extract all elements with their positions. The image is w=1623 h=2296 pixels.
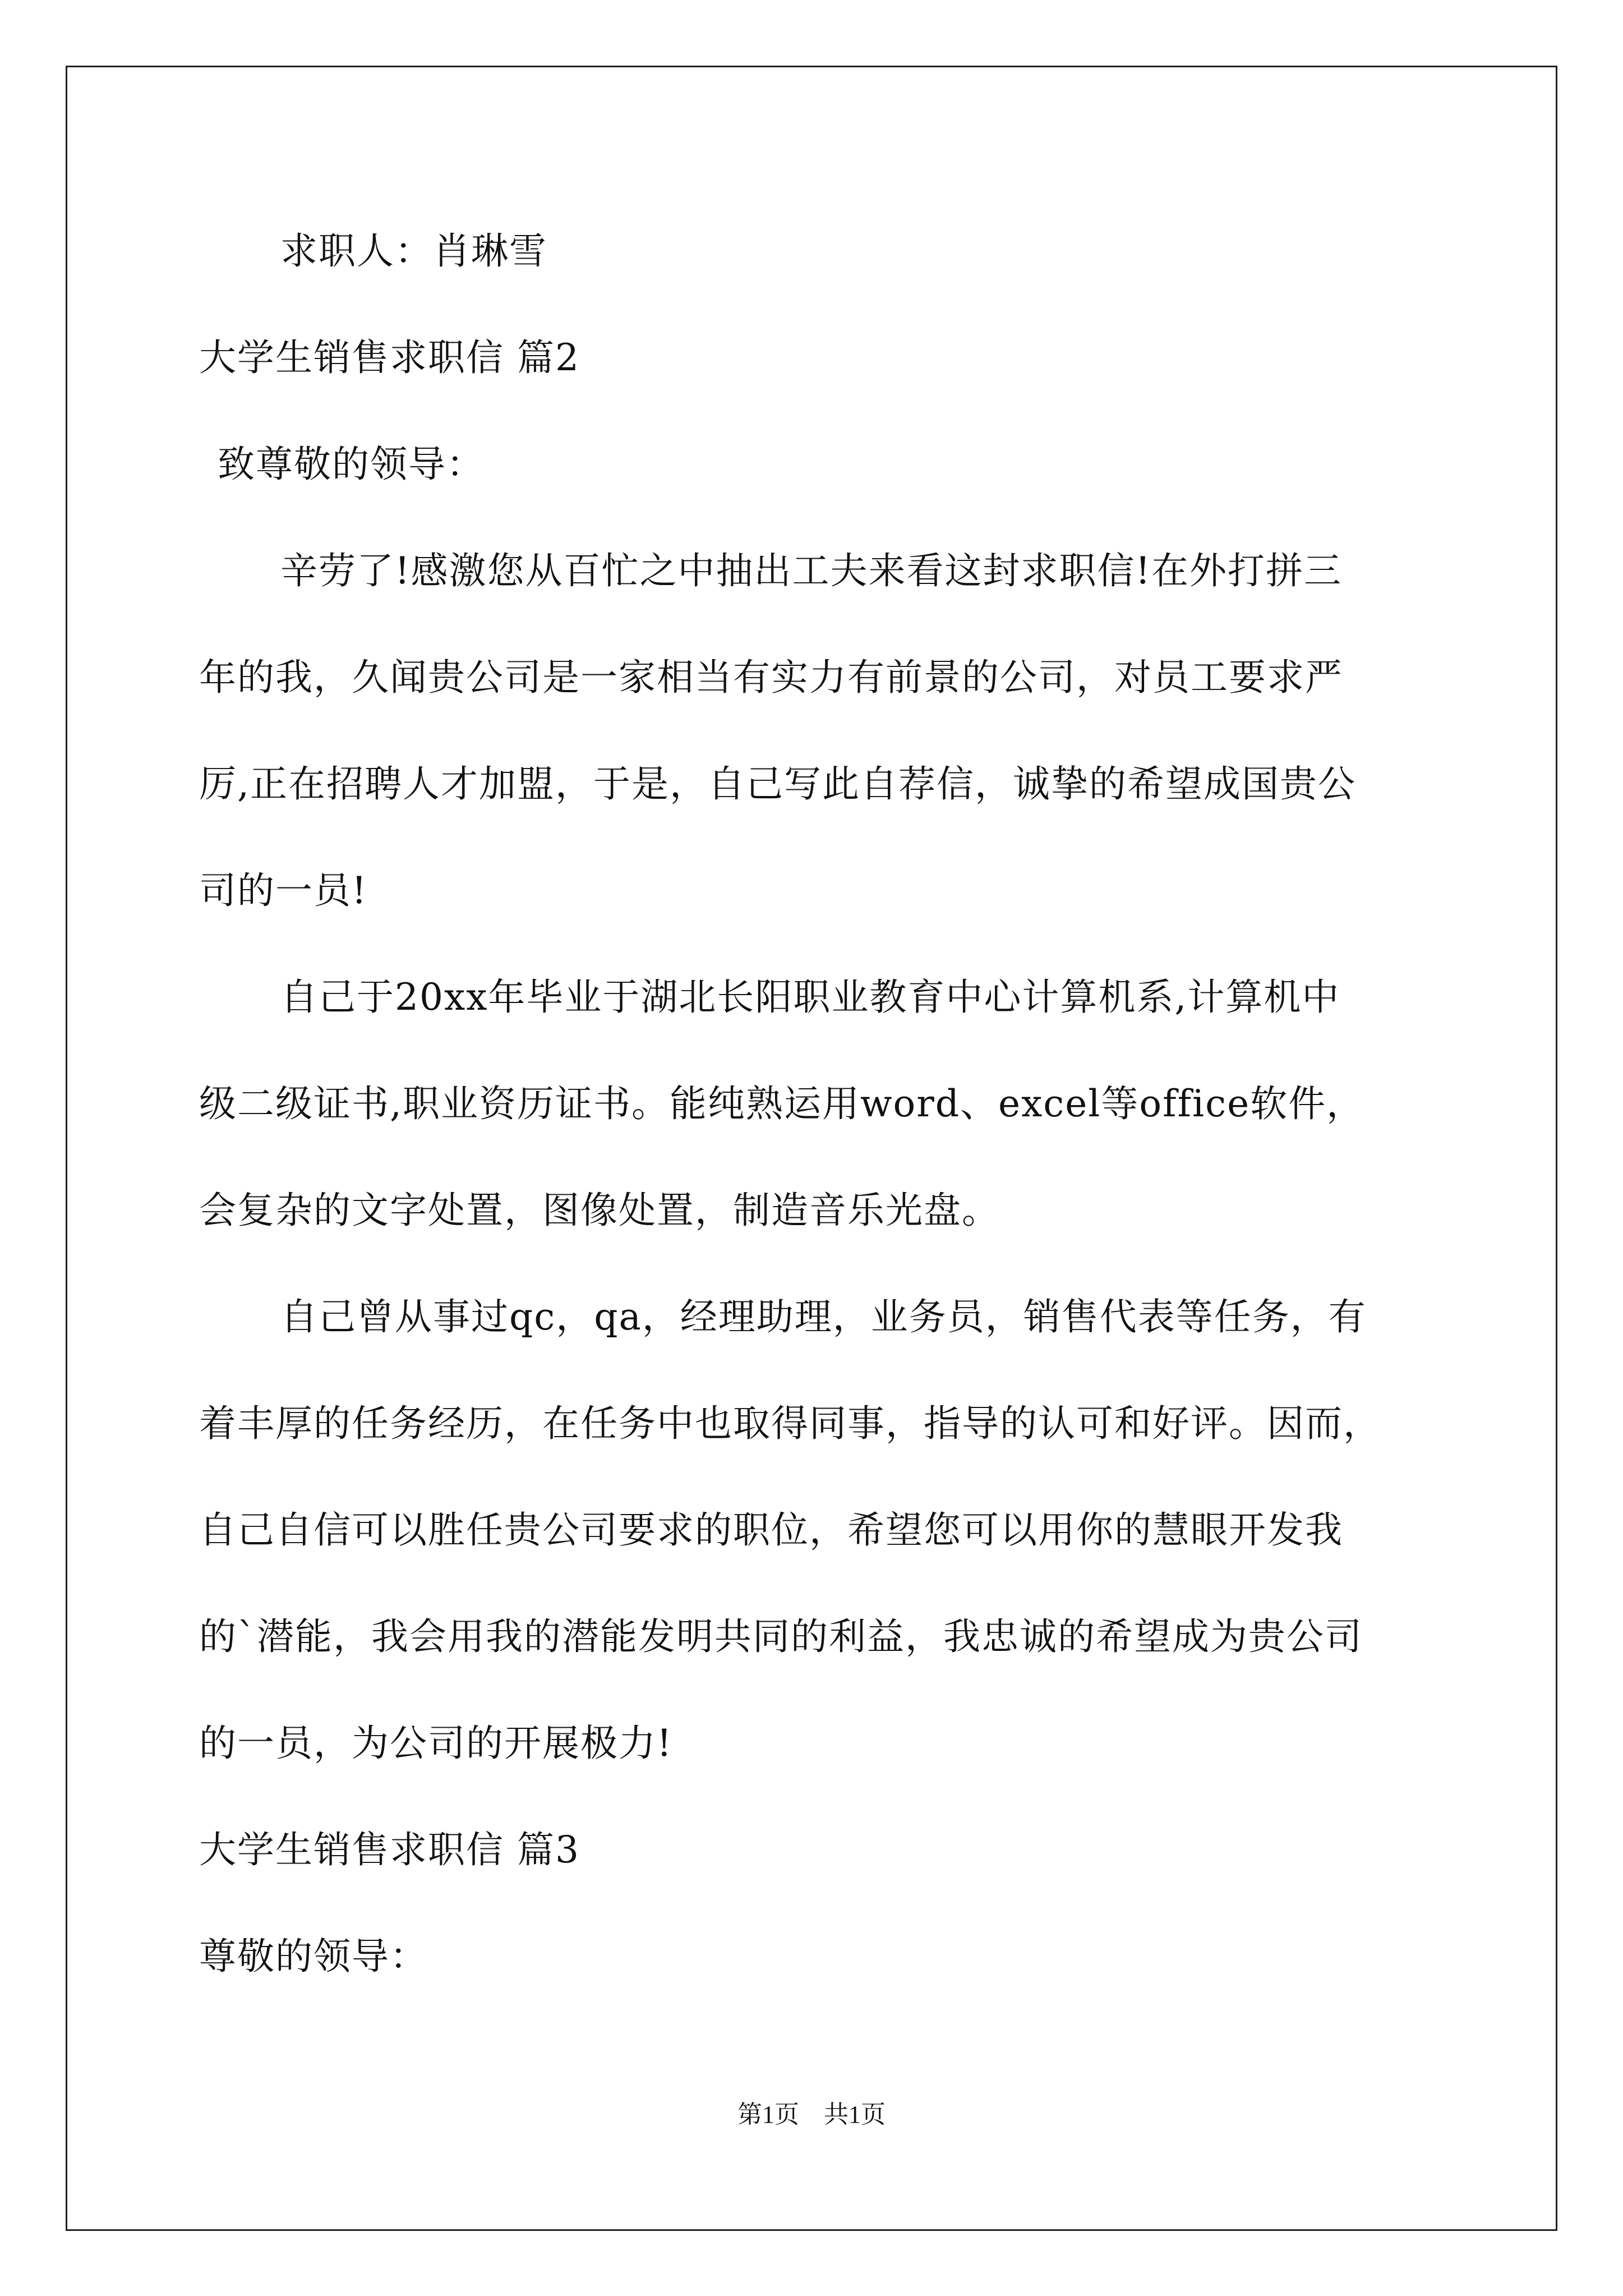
paragraph-line: 自己曾从事过qc，qa，经理助理，业务员，销售代表等任务，有 bbox=[280, 1295, 1367, 1338]
paragraph-line: 司的一员! bbox=[199, 869, 368, 912]
greeting: 尊敬的领导： bbox=[199, 1935, 428, 1978]
paragraph-line: 自己自信可以胜任贵公司要求的职位，希望您可以用你的慧眼开发我 bbox=[199, 1508, 1343, 1552]
section-heading-2: 大学生销售求职信 篇2 bbox=[199, 336, 580, 379]
paragraph-line: 自己于20xx年毕业于湖北长阳职业教育中心计算机系,计算机中 bbox=[280, 976, 1340, 1019]
paragraph-line: 着丰厚的任务经历，在任务中也取得同事，指导的认可和好评。因而， bbox=[199, 1402, 1381, 1445]
section-heading-3: 大学生销售求职信 篇3 bbox=[199, 1828, 580, 1871]
greeting: 致尊敬的领导： bbox=[218, 443, 485, 486]
paragraph-line: 辛劳了!感激您从百忙之中抽出工夫来看这封求职信!在外打拼三 bbox=[280, 549, 1343, 592]
paragraph-line: 厉,正在招聘人才加盟，于是，自己写此自荐信，诚挚的希望成国贵公 bbox=[199, 762, 1356, 806]
page-number-footer: 第1页 共1页 bbox=[737, 2101, 886, 2128]
page-border bbox=[66, 66, 1557, 2231]
paragraph-line: 的`潜能，我会用我的潜能发明共同的利益，我忠诚的希望成为贵公司 bbox=[199, 1615, 1363, 1658]
applicant-signature: 求职人：肖琳雪 bbox=[280, 229, 547, 273]
paragraph-line: 级二级证书,职业资历证书。能纯熟运用word、excel等office软件， bbox=[199, 1082, 1365, 1125]
paragraph-line: 会复杂的文字处置，图像处置，制造音乐光盘。 bbox=[199, 1189, 1000, 1232]
paragraph-line: 年的我，久闻贵公司是一家相当有实力有前景的公司，对员工要求严 bbox=[199, 656, 1343, 699]
paragraph-line: 的一员，为公司的开展极力! bbox=[199, 1722, 673, 1765]
